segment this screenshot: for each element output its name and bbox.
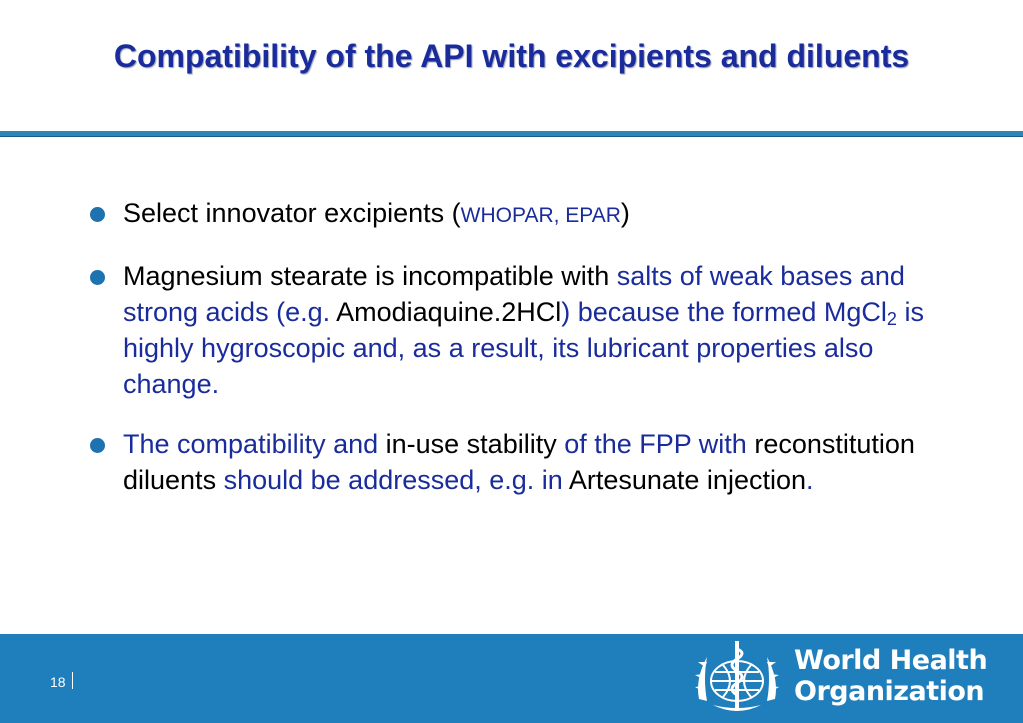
bullet-text: The compatibility and <box>123 429 386 459</box>
org-name-line-2: Organization <box>794 676 985 707</box>
bullet-text: reconstitution diluents <box>123 429 915 495</box>
bullet-text: salts of weak bases and strong acids (e.g. <box>123 261 905 327</box>
bullet-text: Amodiaquine.2HCl <box>336 297 562 327</box>
bullet-item-2 <box>90 258 970 402</box>
page-number: 18 <box>50 674 66 690</box>
bullet-item-3 <box>90 426 970 498</box>
slide-title: Compatibility of the API with excipients and diluents <box>113 38 910 74</box>
bullet-text: Artesunate injection <box>568 465 806 495</box>
bullet-text: Select innovator excipients ( <box>123 198 461 228</box>
bullet-text: ) because the formed <box>561 297 824 327</box>
bullet-text: in-use stability <box>385 429 557 459</box>
who-logotype <box>794 645 987 707</box>
title-divider <box>0 131 1023 137</box>
org-name-line-1: World Health <box>794 645 988 676</box>
who-emblem-icon <box>693 639 783 719</box>
bullet-dot-icon <box>90 438 105 453</box>
bullet-dot-icon <box>90 270 105 285</box>
bullet-list <box>90 195 970 522</box>
page-number-separator <box>72 672 73 689</box>
bullet-text: ) <box>620 198 630 228</box>
bullet-text: Magnesium stearate is incompatible with <box>123 261 617 291</box>
bullet-text: of the FPP with <box>556 429 755 459</box>
bullet-text: should be addressed, e.g. in <box>223 465 569 495</box>
bullet-item-1 <box>90 195 970 234</box>
slide-footer <box>0 634 1023 723</box>
bullet-text: WHOPAR, EPAR <box>460 204 621 227</box>
bullet-text: . <box>806 465 814 495</box>
subscript: 2 <box>886 309 897 329</box>
bullet-dot-icon <box>90 207 105 222</box>
bullet-text: is highly hygroscopic and, as a result, its lubricant properties also change. <box>123 297 924 399</box>
bullet-text: MgCl <box>823 297 887 327</box>
